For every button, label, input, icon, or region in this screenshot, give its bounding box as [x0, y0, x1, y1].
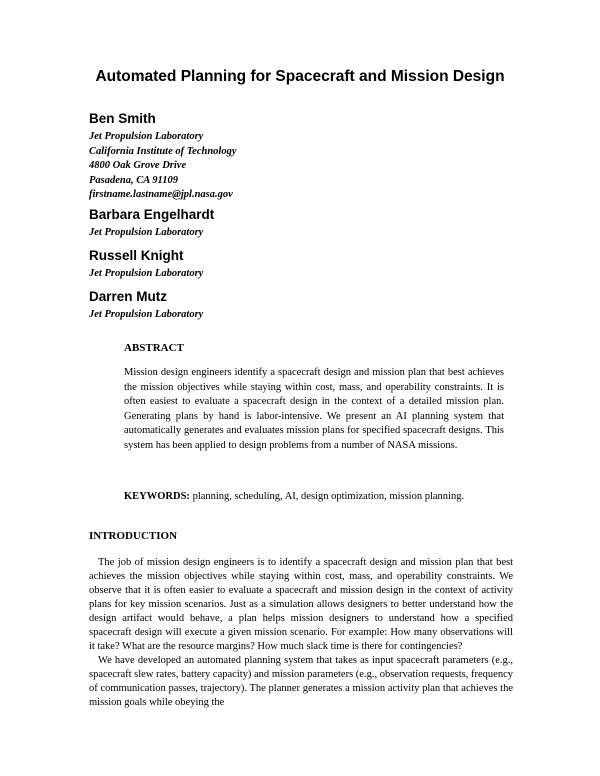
- paragraph: The job of mission design engineers is to identify a spacecraft design and mission plan that best achieves the mission objectives while staying within cost, mass, and operability constraints. We observe that it is often easier to evaluate a spacecraft and mission design in the context of activity plans for key mission scenarios. Just as a simulation allows designers to better understand how the design artifact would behave, a plan helps mission designers to understand how a specified spacecraft design will execute a given mission scenario. For example: How many observations will it take? What are the resource margins? How much slack time is there for contingencies?: [89, 557, 513, 653]
- author-affiliation: Jet Propulsion Laboratory: [89, 131, 204, 142]
- abstract-heading: ABSTRACT: [124, 342, 184, 354]
- keywords-label: KEYWORDS:: [124, 491, 190, 502]
- keywords: [124, 490, 524, 504]
- author-institution: California Institute of Technology: [89, 145, 237, 157]
- author-address-street: 4800 Oak Grove Drive: [89, 160, 187, 171]
- introduction-body: [89, 556, 513, 711]
- author-email: firstname.lastname@jpl.nasa.gov: [89, 189, 233, 200]
- author-name: Ben Smith: [89, 111, 156, 126]
- keywords-text: planning, scheduling, AI, design optimization, mission planning.: [192, 491, 465, 502]
- author-affiliation: Jet Propulsion Laboratory: [89, 227, 204, 238]
- author-block: [89, 207, 214, 241]
- author-block: [89, 289, 203, 323]
- author-name: Darren Mutz: [89, 289, 168, 304]
- author-block: [89, 111, 237, 203]
- author-address-city: Pasadena, CA 91109: [89, 174, 178, 186]
- paper-title: Automated Planning for Spacecraft and Mission Design: [95, 68, 505, 85]
- author-affiliation: Jet Propulsion Laboratory: [89, 309, 204, 320]
- abstract-text: Mission design engineers identify a spacecraft design and mission plan that best achieves the mission objectives while staying within cost, mass, and operability constraints. It is often easiest to evaluate a spacecraft design in the context of a detailed mission plan. Generating plans by hand is labor-intensive. We present an AI planning system that automatically generates and evaluates mission plans for specified spacecraft designs. This system has been applied to design problems from a number of NASA missions.: [124, 367, 504, 451]
- author-name: Russell Knight: [89, 248, 184, 263]
- author-block: [89, 248, 203, 282]
- author-affiliation: Jet Propulsion Laboratory: [89, 268, 204, 279]
- paragraph: We have developed an automated planning system that takes as input spacecraft parameters (e.g., spacecraft slew rates, battery capacity) and mission parameters (e.g., observation requests, frequency of communication passes, trajectory). The planner generates a mission activity plan that achieves the mission goals while obeying the: [89, 655, 513, 709]
- author-name: Barbara Engelhardt: [89, 207, 215, 222]
- introduction-heading: INTRODUCTION: [89, 530, 178, 542]
